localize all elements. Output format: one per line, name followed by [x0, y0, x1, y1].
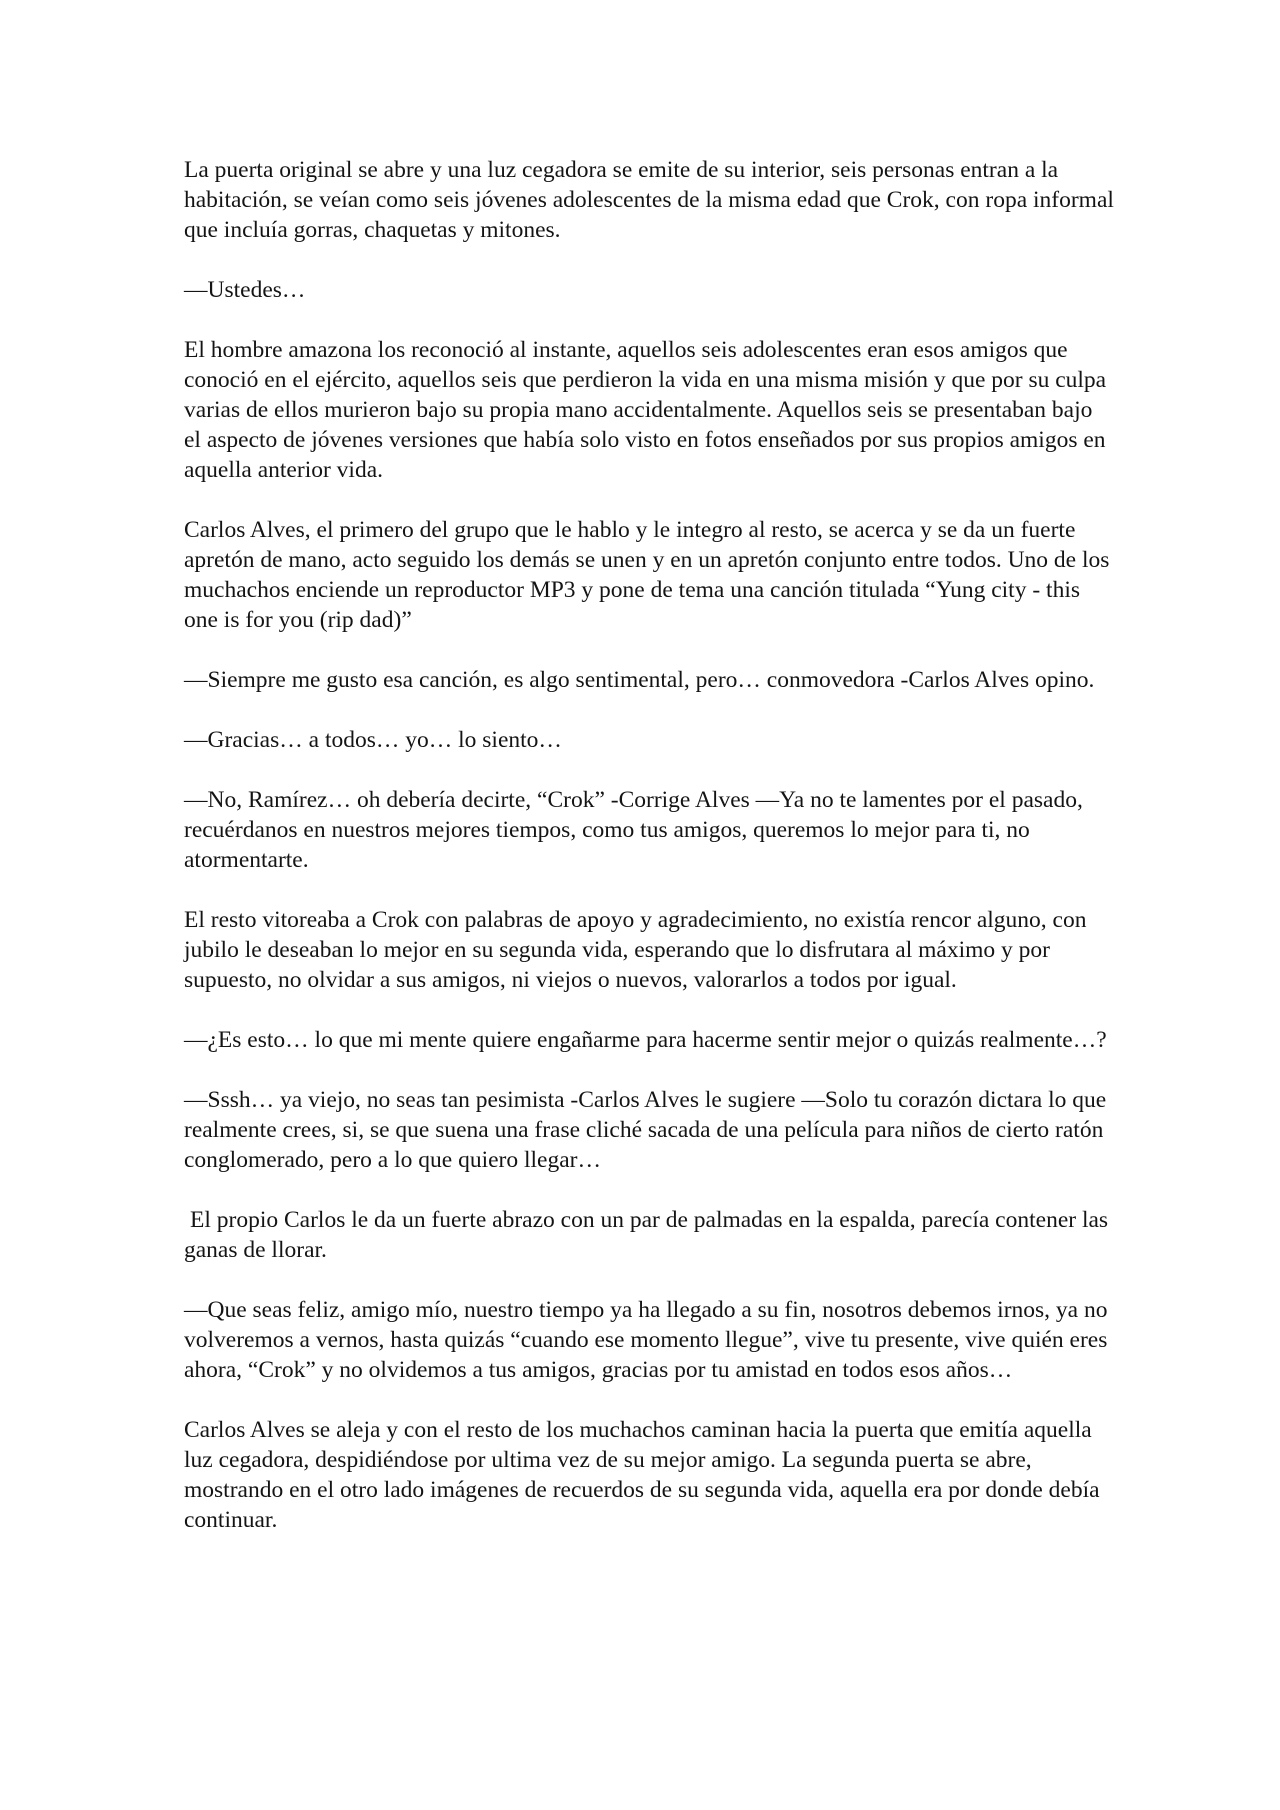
paragraph-recognition: El hombre amazona los reconoció al instante, aquellos seis adolescentes eran esos amigos que conoció en el ejército, aquellos seis que perdieron la vida en una misma misión y que por su culpa varias de ellos murieron bajo su propia mano accidentalmente. Aquellos seis se presentaban bajo el aspecto de jóvenes versiones que había solo visto en fotos enseñados por sus propios amigos en aquella anterior vida.	[184, 337, 1107, 483]
paragraph-farewell: —Que seas feliz, amigo mío, nuestro tiempo ya ha llegado a su fin, nosotros debemos irnos, ya no volveremos a vernos, hasta quizás “cuando ese momento llegue”, vive tu presente, vive quién eres ahora, “Crok” y no olvidemos a tus amigos, gracias por tu amistad en todos esos años…	[184, 1297, 1108, 1383]
paragraph-no-ramirez: —No, Ramírez… oh debería decirte, “Crok” -Corrige Alves —Ya no te lamentes por el pasado, recuérdanos en nuestros mejores tiempos, como tus amigos, queremos lo mejor para ti, no atormentarte.	[184, 787, 1083, 873]
paragraph-ustedes: —Ustedes…	[184, 277, 306, 303]
document-body	[184, 155, 1114, 1565]
paragraph-question: —¿Es esto… lo que mi mente quiere engañarme para hacerme sentir mejor o quizás realmente…?	[184, 1027, 1107, 1053]
paragraph-hug: El propio Carlos le da un fuerte abrazo con un par de palmadas en la espalda, parecía contener las ganas de llorar.	[184, 1207, 1109, 1263]
paragraph-second-door: Carlos Alves se aleja y con el resto de los muchachos caminan hacia la puerta que emitía aquella luz cegadora, despidiéndose por ultima vez de su mejor amigo. La segunda puerta se abre, mostrando en el otro lado imágenes de recuerdos de su segunda vida, aquella era por donde debía continuar.	[184, 1417, 1100, 1533]
paragraph-cheering: El resto vitoreaba a Crok con palabras de apoyo y agradecimiento, no existía rencor alguno, con jubilo le deseaban lo mejor en su segunda vida, esperando que lo disfrutara al máximo y por supuesto, no olvidar a sus amigos, ni viejos o nuevos, valorarlos a todos por igual.	[184, 907, 1087, 993]
paragraph-door-opens: La puerta original se abre y una luz cegadora se emite de su interior, seis personas entran a la habitación, se veían como seis jóvenes adolescentes de la misma edad que Crok, con ropa informal que incluía gorras, chaquetas y mitones.	[184, 157, 1114, 243]
paragraph-song-comment: —Siempre me gusto esa canción, es algo sentimental, pero… conmovedora -Carlos Alves opino.	[184, 667, 1095, 693]
paragraph-sssh: —Sssh… ya viejo, no seas tan pesimista -Carlos Alves le sugiere —Solo tu corazón dictara lo que realmente crees, si, se que suena una frase cliché sacada de una película para niños de cierto ratón conglomerado, pero a lo que quiero llegar…	[184, 1087, 1107, 1173]
paragraph-gracias: —Gracias… a todos… yo… lo siento…	[184, 727, 562, 753]
paragraph-handshake: Carlos Alves, el primero del grupo que le hablo y le integro al resto, se acerca y se da un fuerte apretón de mano, acto seguido los demás se unen y en un apretón conjunto entre todos. Uno de los muchachos enciende un reproductor MP3 y pone de tema una canción titulada “Yung city - this one is for you (rip dad)”	[184, 517, 1110, 633]
